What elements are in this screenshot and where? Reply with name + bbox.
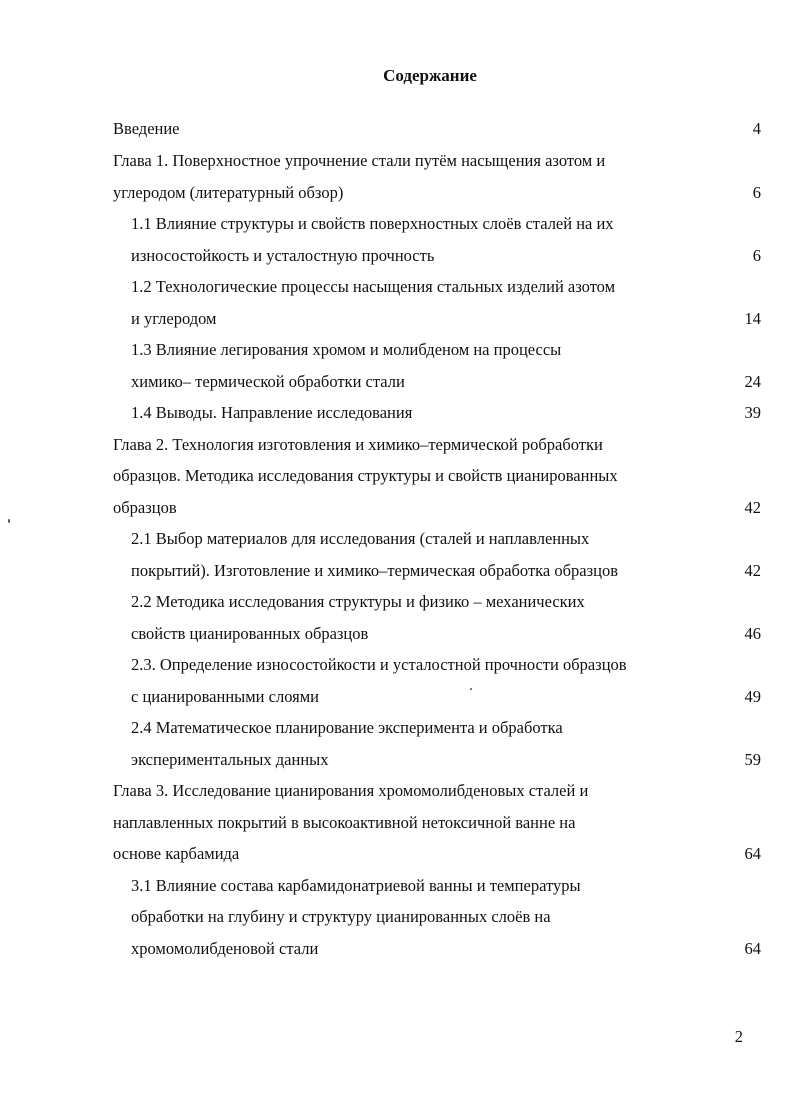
toc-entry-chapter-3-line-2: наплавленных покрытий в высокоактивной нетоксичной ванне на <box>113 813 576 832</box>
toc-page-1-3: 24 <box>744 372 761 391</box>
toc-entry-chapter-3-line-3: основе карбамида <box>113 844 240 863</box>
toc-title: Содержание <box>383 66 477 85</box>
toc-entry-3-1-line-2: обработки на глубину и структуру цианированных слоёв на <box>131 907 551 926</box>
toc-page-2-2: 46 <box>744 624 761 643</box>
scan-speck <box>470 688 472 690</box>
toc-page-2-3: 49 <box>744 687 761 706</box>
toc-entry-1-3-line-1: 1.3 Влияние легирования хромом и молибденом на процессы <box>131 340 562 359</box>
toc-page-chapter-1: 6 <box>752 183 761 202</box>
toc-page-1-1: 6 <box>752 246 761 265</box>
toc-entry-1-2-line-2: и углеродом <box>131 309 217 328</box>
toc-entry-1-3-line-2: химико– термической обработки стали <box>131 372 405 391</box>
toc-entry-2-4-line-2: экспериментальных данных <box>131 750 329 769</box>
toc-page-3-1: 64 <box>744 939 761 958</box>
toc-entry-1-1-line-1: 1.1 Влияние структуры и свойств поверхностных слоёв сталей на их <box>131 214 614 233</box>
toc-page-2-4: 59 <box>744 750 761 769</box>
toc-page-chapter-3: 64 <box>744 844 761 863</box>
toc-page-1-4: 39 <box>744 403 761 422</box>
toc-entry-2-1-line-1: 2.1 Выбор материалов для исследования (сталей и наплавленных <box>131 529 590 548</box>
toc-page-2-1: 42 <box>744 561 761 580</box>
toc-page-intro: 4 <box>752 119 761 138</box>
toc-entry-chapter-3-line-1: Глава 3. Исследование цианирования хромомолибденовых сталей и <box>113 781 589 800</box>
toc-entry-3-1-line-3: хромомолибденовой стали <box>131 939 319 958</box>
toc-entry-1-1-line-2: износостойкость и усталостную прочность <box>131 246 435 265</box>
toc-entry-2-1-line-2: покрытий). Изготовление и химико–термическая обработка образцов <box>131 561 618 580</box>
toc-entry-2-2-line-1: 2.2 Методика исследования структуры и физико – механических <box>131 592 585 611</box>
toc-entry-chapter-2-line-2: образцов. Методика исследования структуры и свойств цианированных <box>113 466 618 485</box>
toc-entry-chapter-2-line-3: образцов <box>113 498 177 517</box>
toc-entry-chapter-1-line-1: Глава 1. Поверхностное упрочнение стали путём насыщения азотом и <box>113 151 606 170</box>
toc-entry-1-4: 1.4 Выводы. Направление исследования <box>131 403 413 422</box>
toc-entry-2-3-line-2: с цианированными слоями <box>131 687 319 706</box>
toc-entry-3-1-line-1: 3.1 Влияние состава карбамидонатриевой ванны и температуры <box>131 876 581 895</box>
toc-entry-chapter-1-line-2: углеродом (литературный обзор) <box>113 183 344 202</box>
toc-entry-2-4-line-1: 2.4 Математическое планирование эксперимента и обработка <box>131 718 563 737</box>
toc-entry-2-3-line-1: 2.3. Определение износостойкости и усталостной прочности образцов <box>131 655 627 674</box>
page-number: 2 <box>734 1027 743 1046</box>
scan-speck <box>8 519 10 523</box>
toc-entry-1-2-line-1: 1.2 Технологические процессы насыщения стальных изделий азотом <box>131 277 616 296</box>
toc-page-chapter-2: 42 <box>744 498 761 517</box>
toc-page-1-2: 14 <box>744 309 761 328</box>
toc-entry-chapter-2-line-1: Глава 2. Технология изготовления и химико–термической робработки <box>113 435 603 454</box>
toc-entry-2-2-line-2: свойств цианированных образцов <box>131 624 369 643</box>
toc-entry-intro: Введение <box>113 119 180 138</box>
